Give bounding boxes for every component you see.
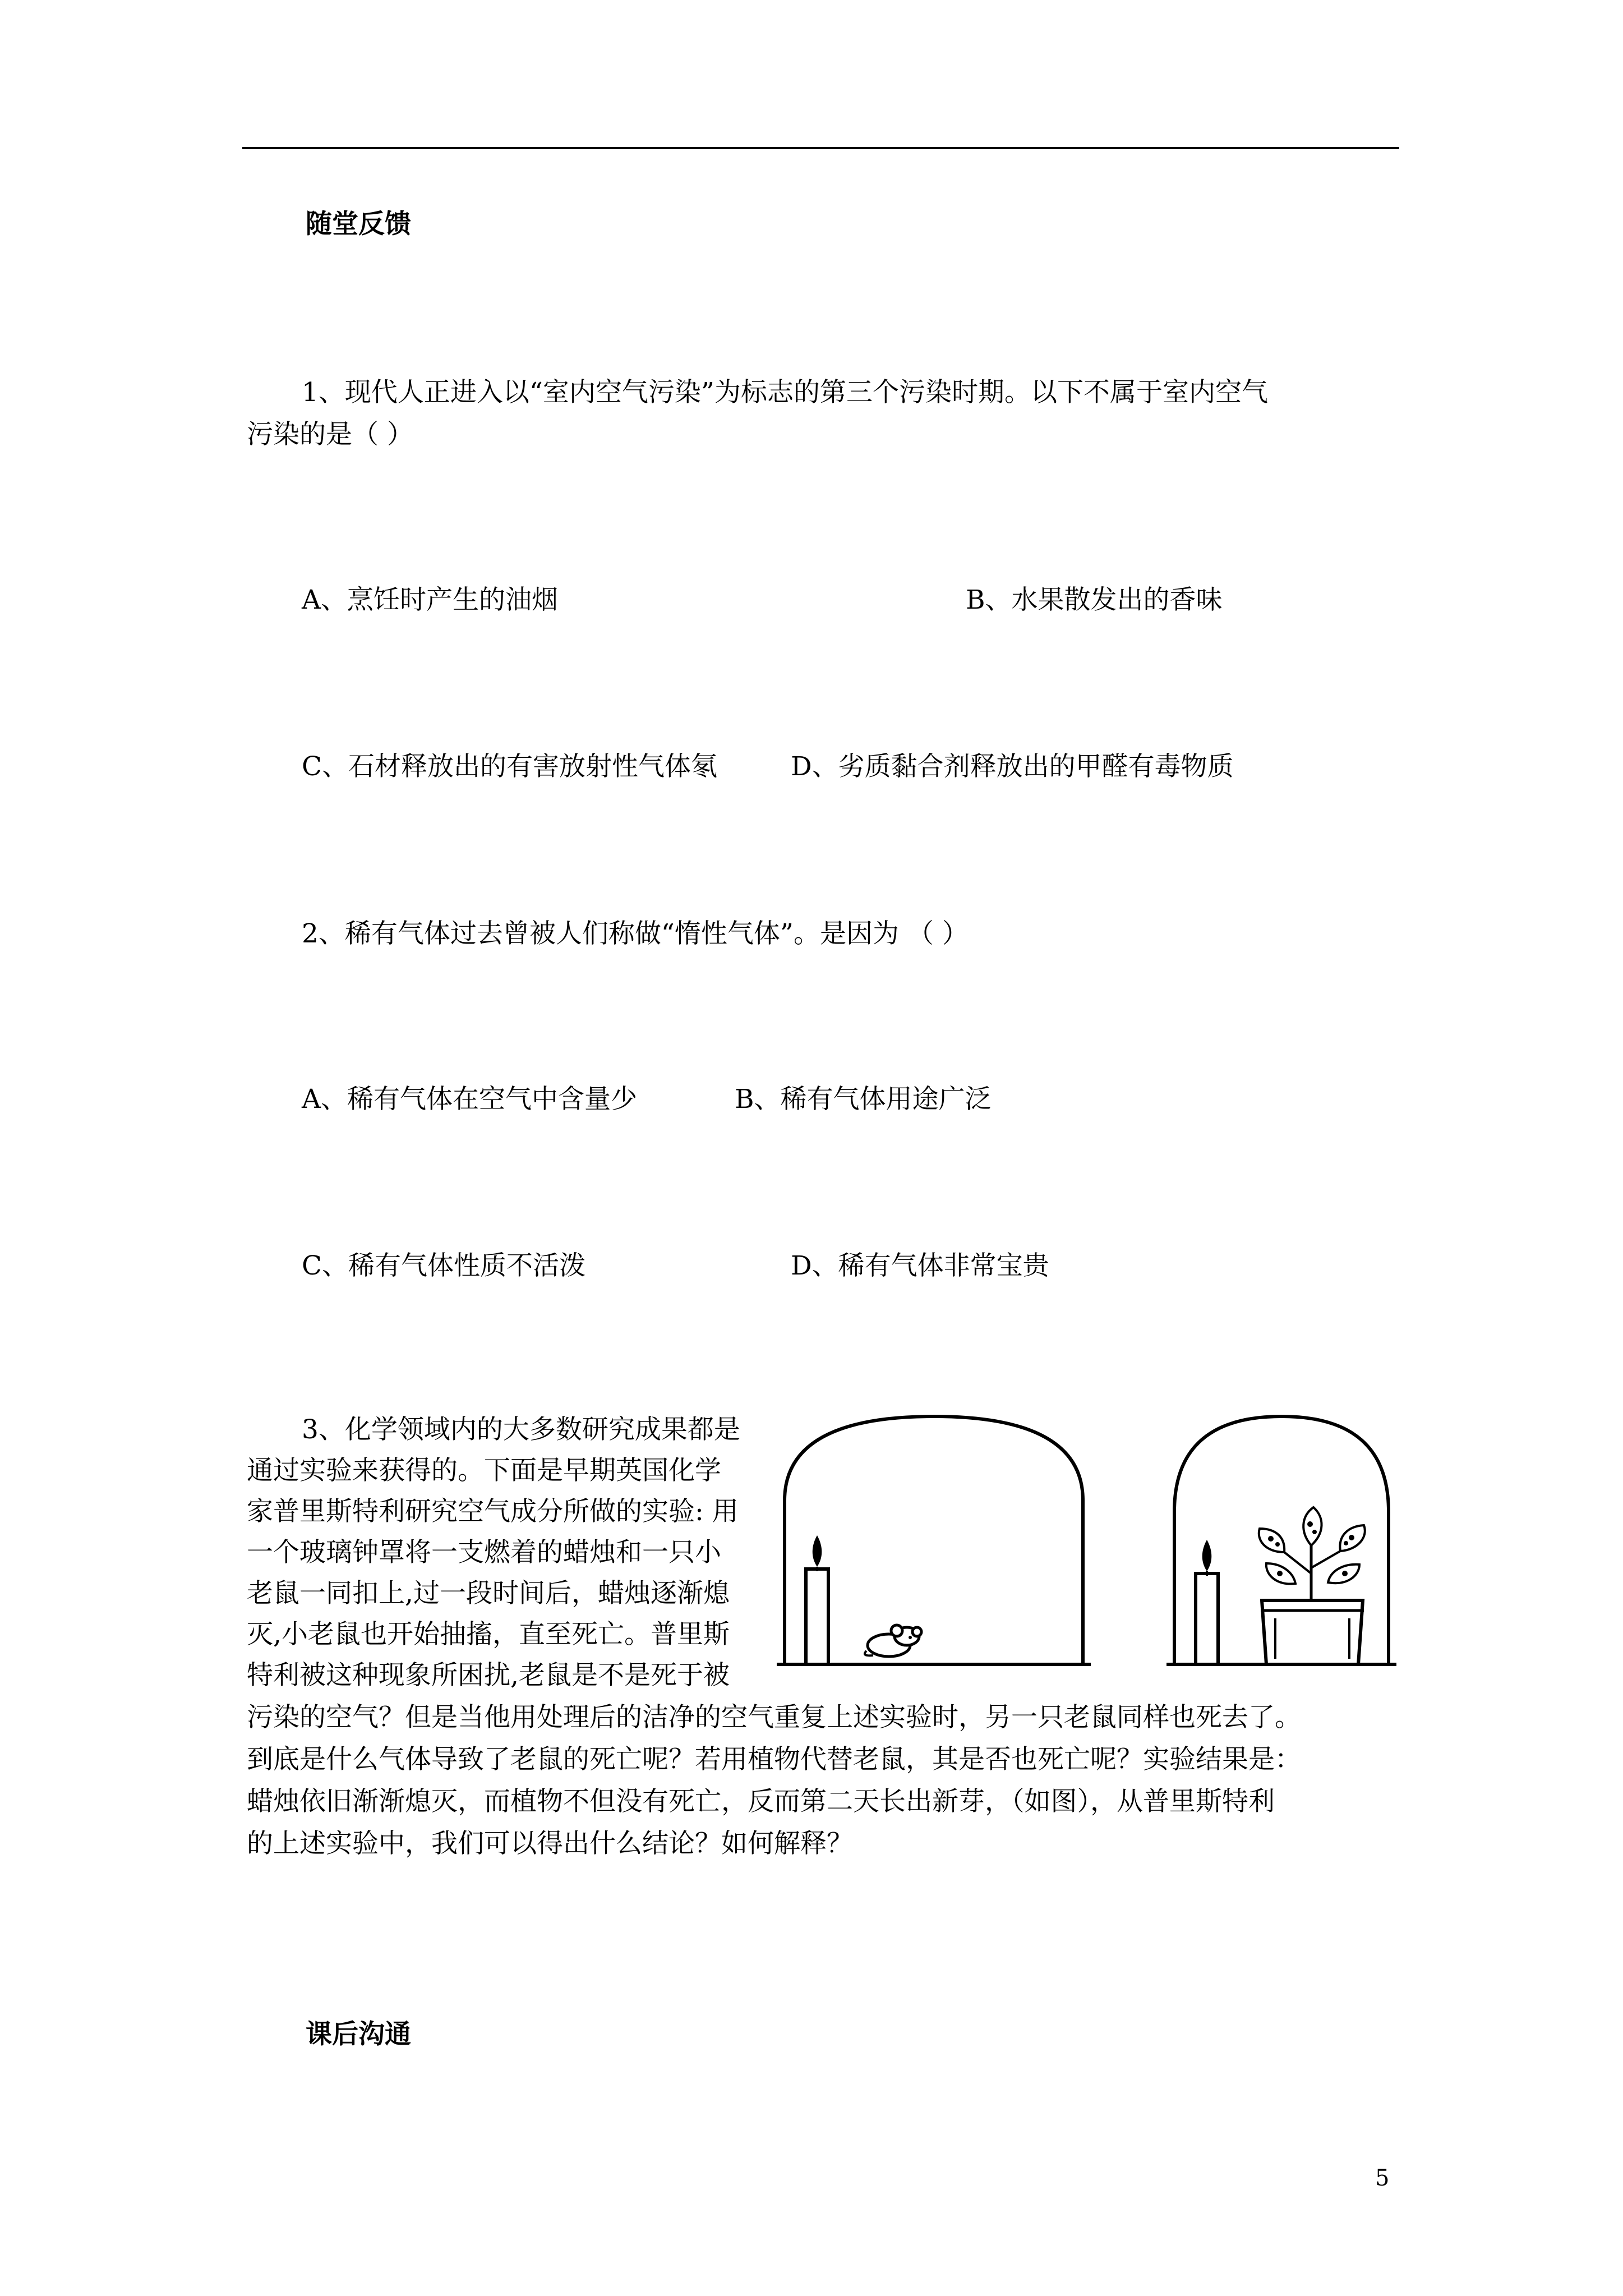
q3-line: 蜡烛依旧渐渐熄灭，而植物不但没有死亡，反而第二天长出新芽，（如图），从普里斯特利	[247, 1786, 1275, 1817]
q2-option-d: D、稀有气体非常宝贵	[791, 1250, 1049, 1281]
q3-line: 的上述实验中，我们可以得出什么结论？如何解释？	[247, 1828, 853, 1859]
q3-line: 污染的空气？但是当他用处理后的洁净的空气重复上述实验时，另一只老鼠同样也死去了。	[247, 1702, 1301, 1733]
header-rule	[242, 147, 1399, 149]
q3-line: 特利被这种现象所困扰,老鼠是不是死于被	[247, 1660, 730, 1691]
q3-line: 到底是什么气体导致了老鼠的死亡呢？若用植物代替老鼠，其是否也死亡呢？实验结果是：	[247, 1744, 1301, 1775]
section-title-after-class: 课后沟通	[306, 2019, 411, 2050]
q2-option-a: A、稀有气体在空气中含量少	[302, 1084, 637, 1115]
q2-stem: 2、稀有气体过去曾被人们称做“惰性气体”。是因为 （ ）	[302, 918, 969, 949]
bell-jar-candle-plant-icon	[1166, 1405, 1396, 1669]
q3-line: 3、化学领域内的大多数研究成果都是	[302, 1414, 740, 1445]
q1-option-c: C、石材释放出的有害放射性气体氡	[302, 751, 717, 782]
page-number: 5	[1375, 2165, 1390, 2191]
q3-line: 灭,小老鼠也开始抽搐，直至死亡。普里斯	[247, 1619, 730, 1650]
q3-wrapped-text	[247, 1409, 774, 1696]
q1-stem-line1: 1、现代人正进入以“室内空气污染”为标志的第三个污染时期。以下不属于室内空气	[302, 377, 1268, 408]
q3-line: 老鼠一同扣上,过一段时间后，蜡烛逐渐熄	[247, 1578, 730, 1609]
q1-option-b: B、水果散发出的香味	[966, 585, 1223, 615]
q3-full-text	[247, 1696, 1402, 1865]
q3-line: 家普里斯特利研究空气成分所做的实验: 用	[247, 1496, 739, 1527]
q2-option-b: B、稀有气体用途广泛	[735, 1084, 992, 1115]
section-title-feedback: 随堂反馈	[306, 209, 411, 240]
q3-line: 一个玻璃钟罩将一支燃着的蜡烛和一只小	[247, 1537, 721, 1568]
q1-option-a: A、烹饪时产生的油烟	[302, 585, 558, 615]
q3-line: 通过实验来获得的。下面是早期英国化学	[247, 1455, 721, 1486]
q1-stem-line2: 污染的是（ ）	[247, 419, 413, 450]
bell-jar-candle-mouse-icon	[777, 1405, 1091, 1669]
q2-option-c: C、稀有气体性质不活泼	[302, 1250, 585, 1281]
q1-option-d: D、劣质黏合剂释放出的甲醛有毒物质	[791, 751, 1234, 782]
